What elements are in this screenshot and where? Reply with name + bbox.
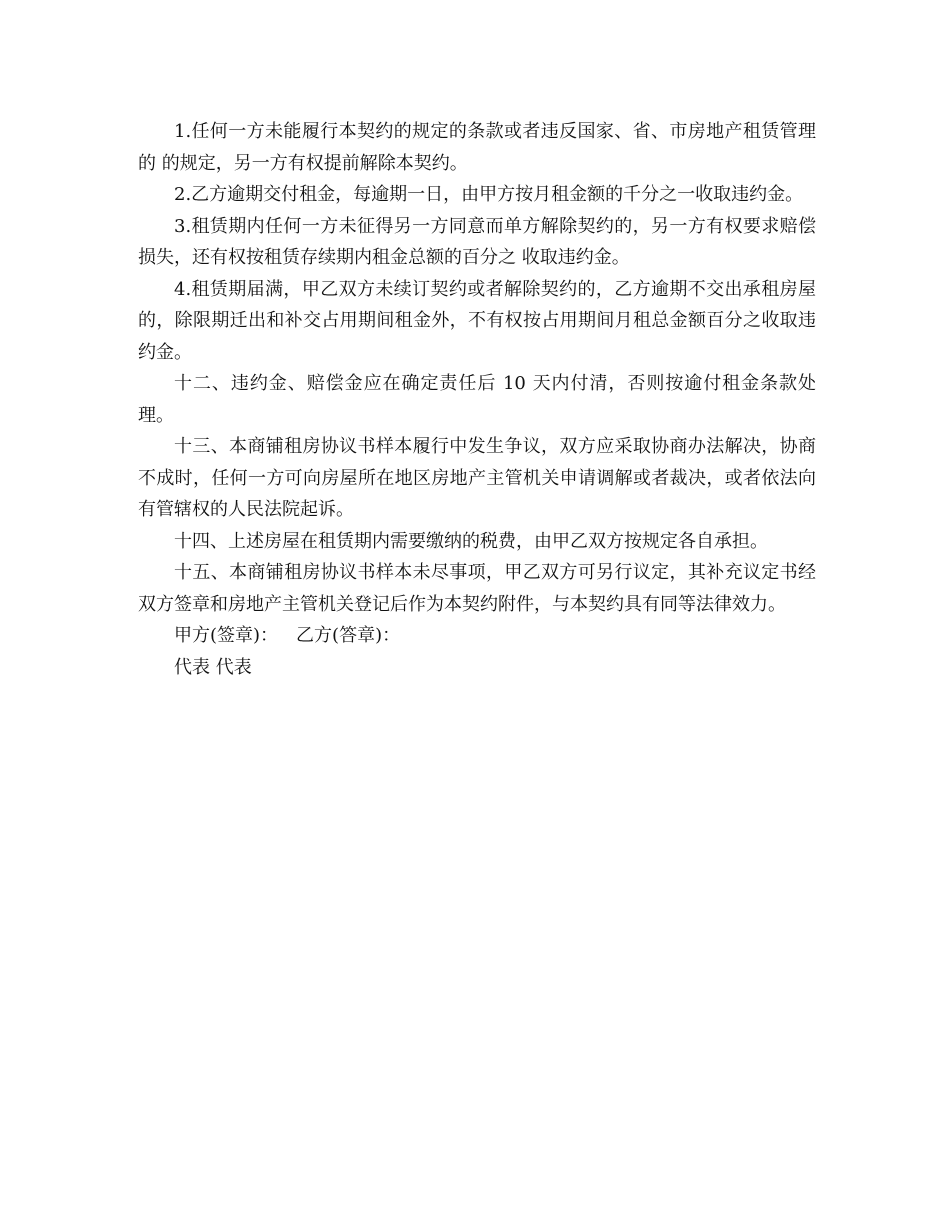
document-body — [138, 116, 816, 683]
representative-line — [138, 652, 816, 684]
article-14: 十四、上述房屋在租赁期内需要缴纳的税费，由甲乙双方按规定各自承担。 — [174, 530, 768, 552]
clause-4: 4.租赁期届满，甲乙双方未续订契约或者解除契约的，乙方逾期不交出承租房屋的，除限期迁出和补交占用期间租金外，不有权按占用期间月租总金额百分之收取违约金。 — [138, 278, 816, 363]
party-a-representative-label: 代表 — [174, 656, 210, 678]
party-b-representative-label: 代表 — [215, 656, 252, 678]
article-12: 十二、违约金、赔偿金应在确定责任后 10 天内付清，否则按逾付租金条款处理。 — [138, 373, 816, 426]
clause-2: 2.乙方逾期交付租金，每逾期一日，由甲方按月租金额的千分之一收取违约金。 — [174, 184, 804, 205]
signature-parties-line — [138, 620, 816, 652]
clause-1: 1.任何一方未能履行本契约的规定的条款或者违反国家、省、市房地产租赁管理的 的规定，另一方有权提前解除本契约。 — [138, 121, 816, 174]
party-a-signature-label: 甲方(签章)： — [174, 625, 279, 646]
article-13: 十三、本商铺租房协议书样本履行中发生争议，双方应采取协商办法解决，协商不成时，任何一方可向房屋所在地区房地产主管机关申请调解或者裁决，或者依法向有管辖权的人民法院起诉。 — [138, 436, 816, 520]
clause-3: 3.租赁期内任何一方未征得另一方同意而单方解除契约的，另一方有权要求赔偿损失，还有权按租赁存续期内租金总额的百分之 收取违约金。 — [138, 215, 816, 268]
article-15: 十五、本商铺租房协议书样本未尽事项，甲乙双方可另行议定，其补充议定书经双方签章和房地产主管机关登记后作为本契约附件，与本契约具有同等法律效力。 — [138, 562, 816, 615]
party-b-signature-label: 乙方(答章)： — [296, 625, 401, 646]
